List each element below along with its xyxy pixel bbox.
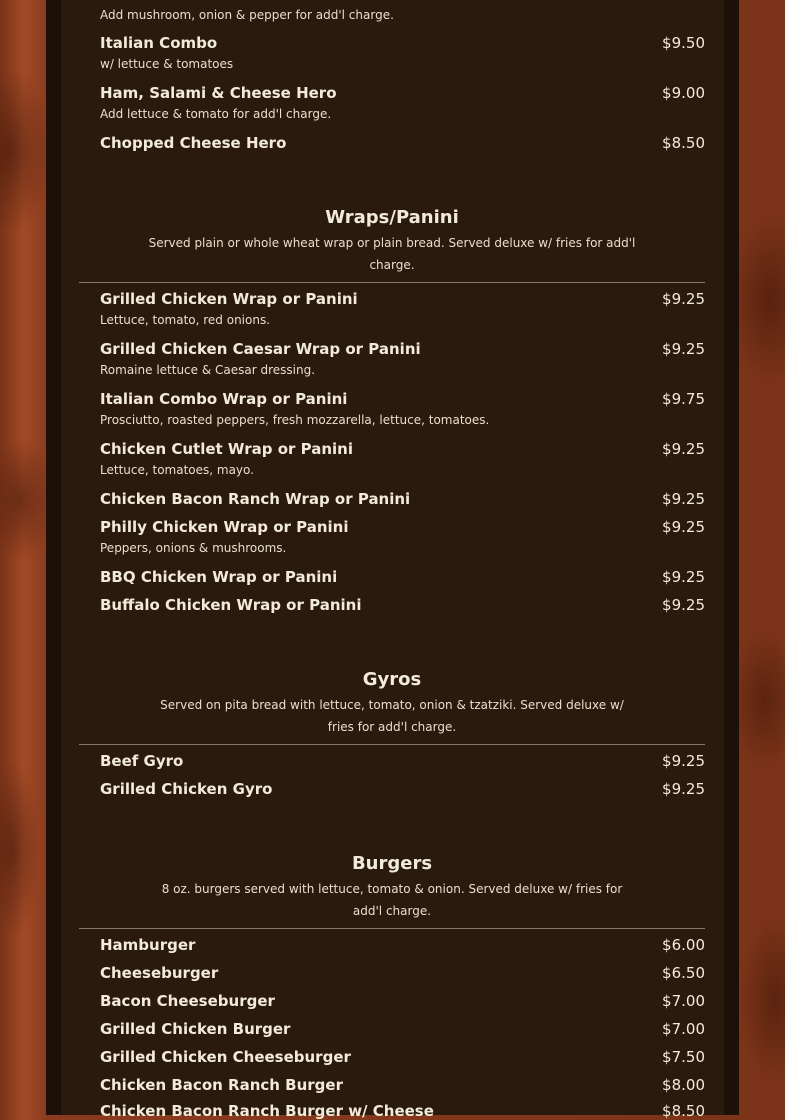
item-price: $9.25 xyxy=(662,290,705,308)
item-name: Grilled Chicken Gyro xyxy=(100,780,273,798)
item-name: Beef Gyro xyxy=(100,752,184,770)
item-price: $8.00 xyxy=(662,1076,705,1094)
item-price: $8.50 xyxy=(662,134,705,152)
section-desc-line: fries for add'l charge. xyxy=(327,720,457,734)
item-name: Chicken Bacon Ranch Burger xyxy=(100,1076,343,1094)
item-price: $9.75 xyxy=(662,390,705,408)
section-desc-gyros xyxy=(79,694,705,738)
item-price: $6.00 xyxy=(662,936,705,954)
section-desc-line: Served plain or whole wheat wrap or plain bread. Served deluxe w/ fries for add'l xyxy=(148,236,636,250)
item-price: $9.00 xyxy=(662,84,705,102)
item-desc: w/ lettuce & tomatoes xyxy=(100,57,234,71)
item-name: BBQ Chicken Wrap or Panini xyxy=(100,568,338,586)
divider xyxy=(79,744,705,745)
section-desc-line: add'l charge. xyxy=(352,904,432,918)
item-name: Philly Chicken Wrap or Panini xyxy=(100,518,349,536)
item-price: $9.25 xyxy=(662,440,705,458)
item-price: $7.00 xyxy=(662,992,705,1010)
item-name: Chicken Bacon Ranch Burger w/ Cheese xyxy=(100,1102,434,1120)
item-desc: Prosciutto, roasted peppers, fresh mozzarella, lettuce, tomatoes. xyxy=(100,413,490,427)
item-price: $9.25 xyxy=(662,780,705,798)
item-name: Chicken Bacon Ranch Wrap or Panini xyxy=(100,490,411,508)
item-desc: Romaine lettuce & Caesar dressing. xyxy=(100,363,316,377)
item-name: Grilled Chicken Burger xyxy=(100,1020,291,1038)
item-name: Chicken Cutlet Wrap or Panini xyxy=(100,440,353,458)
item-desc: Lettuce, tomatoes, mayo. xyxy=(100,463,254,477)
section-title-burgers: Burgers xyxy=(351,853,433,874)
item-name: Cheeseburger xyxy=(100,964,219,982)
item-price: $9.25 xyxy=(662,568,705,586)
item-desc: Peppers, onions & mushrooms. xyxy=(100,541,287,555)
item-desc: Add lettuce & tomato for add'l charge. xyxy=(100,107,332,121)
item-desc: Lettuce, tomato, red onions. xyxy=(100,313,271,327)
item-price: $9.25 xyxy=(662,752,705,770)
section-desc-wraps xyxy=(79,232,705,276)
item-price: $9.25 xyxy=(662,340,705,358)
section-desc-burgers xyxy=(79,878,705,922)
section-title-gyros: Gyros xyxy=(362,669,422,690)
item-name: Hamburger xyxy=(100,936,196,954)
section-desc-line: Served on pita bread with lettuce, tomato, onion & tzatziki. Served deluxe w/ xyxy=(160,698,624,712)
item-name: Ham, Salami & Cheese Hero xyxy=(100,84,337,102)
item-price: $8.50 xyxy=(662,1102,705,1120)
item-name: Grilled Chicken Wrap or Panini xyxy=(100,290,358,308)
item-name: Chopped Cheese Hero xyxy=(100,134,287,152)
item-name: Bacon Cheeseburger xyxy=(100,992,275,1010)
item-price: $6.50 xyxy=(662,964,705,982)
item-name: Grilled Chicken Caesar Wrap or Panini xyxy=(100,340,421,358)
section-desc-line: charge. xyxy=(369,258,415,272)
item-name: Buffalo Chicken Wrap or Panini xyxy=(100,596,362,614)
item-price: $9.25 xyxy=(662,490,705,508)
section-desc-line: 8 oz. burgers served with lettuce, tomato & onion. Served deluxe w/ fries for xyxy=(161,882,623,896)
item-price: $9.25 xyxy=(662,518,705,536)
item-price: $9.25 xyxy=(662,596,705,614)
item-price: $9.50 xyxy=(662,34,705,52)
item-price: $7.50 xyxy=(662,1048,705,1066)
item-name: Grilled Chicken Cheeseburger xyxy=(100,1048,351,1066)
divider xyxy=(79,282,705,283)
item-name: Italian Combo Wrap or Panini xyxy=(100,390,348,408)
item-price: $7.00 xyxy=(662,1020,705,1038)
section-title-wraps: Wraps/Panini xyxy=(325,207,459,228)
divider xyxy=(79,928,705,929)
item-name: Italian Combo xyxy=(100,34,218,52)
hero-note: Add mushroom, onion & pepper for add'l charge. xyxy=(100,8,394,22)
